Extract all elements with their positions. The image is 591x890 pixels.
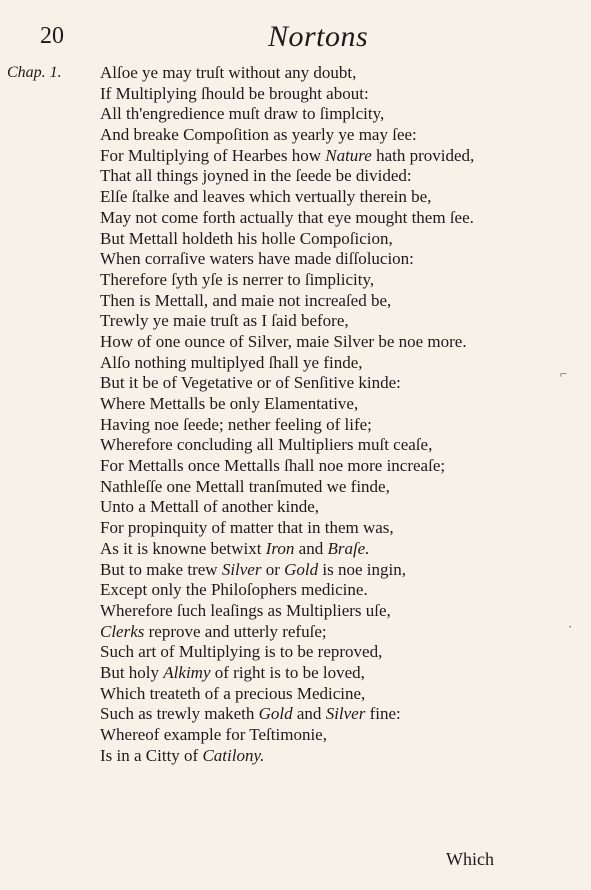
poem-line — [100, 642, 580, 663]
line-text: Trewly ye maie truſt as I ſaid before, — [100, 311, 349, 331]
line-text: or — [261, 559, 285, 579]
poem-line — [100, 394, 580, 415]
poem-line — [100, 373, 580, 394]
line-text: Where Mettalls be only Elamentative, — [100, 394, 359, 413]
line-text: Unto a Mettall of another kinde, — [100, 497, 320, 517]
line-text: When corraſive waters have made diſſolucion: — [100, 249, 414, 269]
italic-word: Catilony. — [202, 745, 265, 765]
line-text: Wherefore concluding all Multipliers muſt ceaſe, — [100, 435, 433, 455]
poem-line — [100, 539, 580, 560]
line-text: That all things joyned in the ſeede be divided: — [100, 166, 412, 186]
poem-line — [100, 311, 580, 332]
poem-line — [100, 249, 580, 270]
line-text: But it be of Vegetative or of Senſitive kinde: — [100, 373, 401, 393]
line-text: And breake Compoſition as yearly ye may ſee: — [100, 125, 417, 145]
poem-line — [100, 353, 580, 374]
poem-line — [100, 125, 580, 146]
poem-line — [100, 270, 580, 291]
italic-word: Gold — [284, 559, 319, 579]
line-text: Then is Mettall, and maie not increaſed be, — [100, 290, 392, 310]
line-text: reprove and utterly refuſe; — [144, 621, 327, 641]
line-text: May not come forth actually that eye mought them ſee. — [100, 207, 474, 227]
italic-word: Clerks — [100, 621, 145, 641]
poem-line — [100, 704, 580, 725]
line-text: and — [294, 538, 328, 558]
poem-line — [100, 187, 580, 208]
line-text: Such art of Multiplying is to be reproved, — [100, 642, 383, 662]
poem-line — [100, 518, 580, 539]
poem-line — [100, 477, 580, 498]
poem-line — [100, 415, 580, 436]
line-text: of right is to be loved, — [210, 662, 365, 682]
poem-line — [100, 84, 580, 105]
poem-line — [100, 725, 580, 746]
line-text: Therefore ſyth yſe is nerrer to ſimplicity, — [100, 269, 375, 289]
line-text: For propinquity of matter that in them was, — [100, 518, 394, 538]
line-text: Except only the Philoſophers medicine. — [100, 580, 368, 600]
line-text: fine: — [365, 704, 401, 724]
poem-line — [100, 435, 580, 456]
poem-line — [100, 456, 580, 477]
running-head: Nortons — [268, 20, 369, 53]
catchword: Which — [446, 849, 494, 869]
line-text: Which treateth of a precious Medicine, — [100, 683, 366, 703]
line-text: But to make trew — [100, 559, 222, 579]
poem-line — [100, 208, 580, 229]
poem-line — [100, 146, 580, 167]
line-text: Having noe ſeede; nether feeling of life; — [100, 414, 372, 434]
line-text: How of one ounce of Silver, maie Silver be noe more. — [100, 331, 467, 351]
poem-line — [100, 291, 580, 312]
poem-line — [100, 166, 580, 187]
poem-line — [100, 663, 580, 684]
italic-word: Braſe. — [327, 538, 370, 558]
line-text: Alſo nothing multiplyed ſhall ye finde, — [100, 352, 363, 372]
poem-line — [100, 580, 580, 601]
poem-line — [100, 104, 580, 125]
line-text: If Multiplying ſhould be brought about: — [100, 83, 369, 103]
italic-word: Nature — [325, 145, 372, 165]
line-text: But holy — [100, 662, 164, 682]
line-text: Is in a Citty of — [100, 745, 203, 765]
margin-speck-mark: · — [568, 619, 573, 634]
italic-word: Iron — [265, 538, 295, 558]
line-text: Whereof example for Teſtimonie, — [100, 725, 327, 744]
line-text: Such as trewly maketh — [100, 704, 259, 724]
line-text: Nathleſſe one Mettall tranſmuted we finde, — [100, 476, 390, 496]
italic-word: Gold — [258, 704, 293, 724]
poem-line — [100, 497, 580, 518]
margin-bracket-mark: ⌐ — [560, 366, 568, 381]
line-text: Alſoe ye may truſt without any doubt, — [100, 63, 357, 82]
poem-line — [100, 560, 580, 581]
italic-word: Silver — [221, 559, 262, 579]
line-text: But Mettall holdeth his holle Compoſicion, — [100, 228, 393, 248]
line-text: For Multiplying of Hearbes how — [100, 145, 326, 165]
poem-line — [100, 619, 580, 643]
poem-line — [100, 229, 580, 250]
line-text: and — [292, 704, 326, 724]
page-number: 20 — [40, 23, 64, 49]
italic-word: Alkimy — [163, 662, 211, 682]
line-text: For Mettalls once Mettalls ſhall noe more increaſe; — [100, 456, 446, 476]
poem-line — [100, 601, 580, 622]
italic-word: Silver — [325, 704, 366, 724]
poem-line — [100, 684, 580, 705]
line-text: is noe ingin, — [318, 559, 406, 579]
line-text: Wherefore ſuch leaſings as Multipliers uſe, — [100, 600, 391, 620]
line-text: As it is knowne betwixt — [100, 538, 266, 558]
chapter-marker: Chap. 1. — [7, 64, 62, 81]
poem-line — [100, 332, 580, 353]
line-text: Elſe ſtalke and leaves which vertually therein be, — [100, 187, 432, 207]
poem-text — [100, 63, 580, 766]
poem-line — [100, 63, 580, 84]
line-text: hath provided, — [371, 145, 475, 165]
poem-line — [100, 746, 580, 767]
line-text: All th'engredience muſt draw to ſimplcity, — [100, 104, 385, 124]
